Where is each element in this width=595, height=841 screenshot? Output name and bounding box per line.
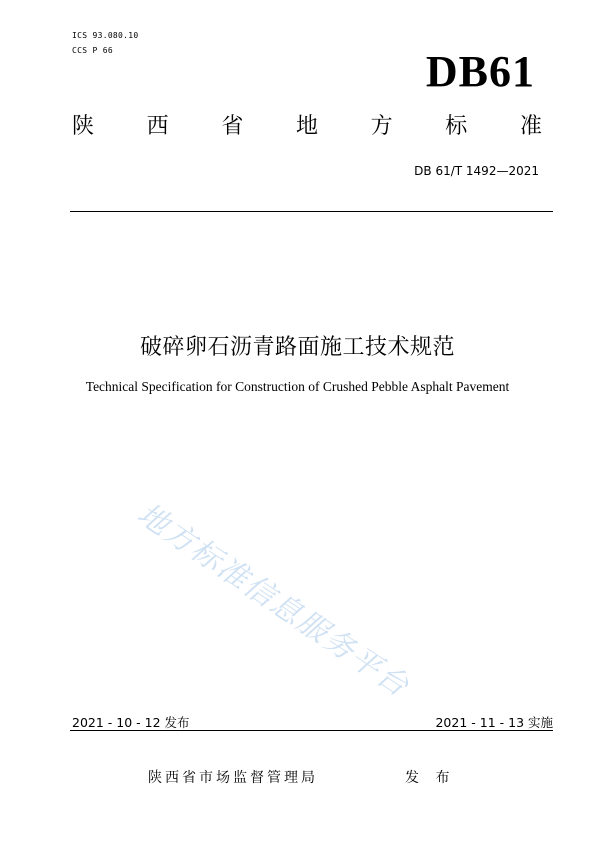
standard-type-char: 标 bbox=[445, 114, 468, 139]
issue-label: 发 布 bbox=[405, 770, 456, 786]
standard-type-char: 陕 bbox=[72, 114, 95, 139]
standard-type-char: 方 bbox=[370, 114, 393, 139]
implementation-date: 2021 - 11 - 13 实施 bbox=[435, 715, 553, 730]
watermark: 地方标准信息服务平台 bbox=[130, 496, 416, 705]
bottom-divider bbox=[70, 730, 553, 731]
standard-type-char: 西 bbox=[146, 114, 169, 139]
standard-type-char: 准 bbox=[519, 114, 542, 139]
standard-type bbox=[72, 116, 542, 138]
top-divider bbox=[70, 211, 553, 212]
issuer: 陕西省市场监督管理局 bbox=[148, 770, 318, 786]
standard-number: DB 61/T 1492—2021 bbox=[414, 164, 539, 178]
db-code-logo: DB61 bbox=[425, 47, 535, 96]
standard-type-char: 地 bbox=[295, 114, 318, 139]
standard-type-char: 省 bbox=[221, 114, 244, 139]
issue-date: 2021 - 10 - 12 发布 bbox=[72, 715, 190, 730]
ics-code: ICS 93.080.10 bbox=[72, 31, 139, 40]
title-chinese: 破碎卵石沥青路面施工技术规范 bbox=[139, 335, 455, 360]
ccs-code: CCS P 66 bbox=[72, 46, 113, 55]
title-english: Technical Specification for Construction of Crushed Pebble Asphalt Pavement bbox=[85, 379, 510, 394]
